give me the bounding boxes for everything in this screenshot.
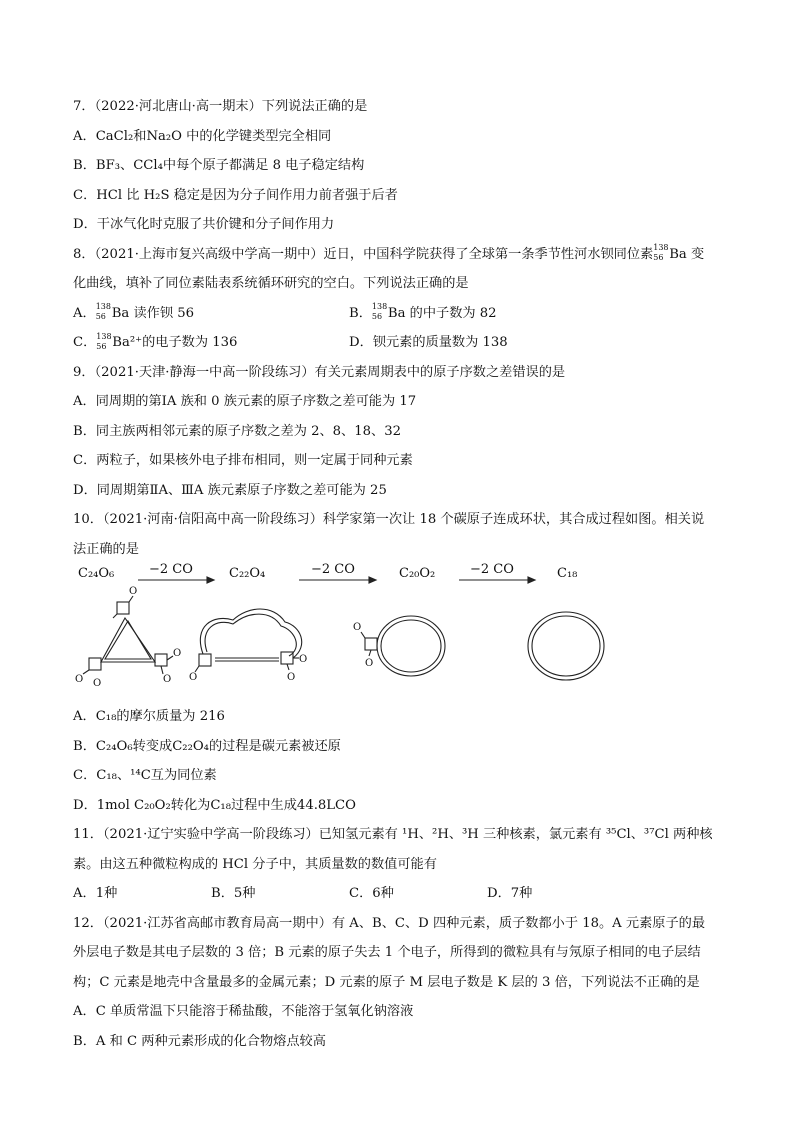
q12-option-b: B．A 和 C 两种元素形成的化合物熔点较高 xyxy=(73,1033,326,1049)
q11-option-b: B．5种 xyxy=(211,886,256,901)
o-label: O xyxy=(353,622,362,633)
isotope-symbol: Ba xyxy=(669,246,687,262)
option-prefix: A． xyxy=(73,305,96,321)
o-label: O xyxy=(75,674,84,685)
isotope-number: 56 xyxy=(96,341,107,351)
q9-option-a: A．同周期的第ⅠA 族和 0 族元素的原子序数之差可能为 17 xyxy=(73,394,417,409)
q10-stem-line2: 法正确的是 xyxy=(73,541,139,557)
isotope-number: 56 xyxy=(371,312,383,321)
o-label: O xyxy=(173,648,182,659)
q10-option-b: B．C₂₄O₆转变成C₂₂O₄的过程是碳元素被还原 xyxy=(73,738,341,754)
arrow-label-2: −2 CO xyxy=(311,562,355,577)
q12-option-a: A．C 单质常温下只能溶于稀盐酸，不能溶于氢氧化钠溶液 xyxy=(73,1004,414,1019)
c18-structure xyxy=(528,612,604,680)
option-prefix: C． xyxy=(73,335,97,350)
q10-stem-line1: 10．（2021·河南·信阳高中高一阶段练习）科学家第一次让 18 个碳原子连成环状，其合成过程如图。相关说 xyxy=(73,512,705,527)
q8-stem-line2: 化曲线，填补了同位素陆表系统循环研究的空白。下列说法正确的是 xyxy=(73,276,469,291)
arrow-head-1 xyxy=(207,577,214,583)
isotope-mass: 138 xyxy=(371,302,388,311)
c24o6-structure xyxy=(83,596,173,674)
reaction-scheme-svg xyxy=(73,566,733,698)
q12-stem-line2: 外层电子数是其电子层数的 3 倍；B 元素的原子失去 1 个电子，所得到的微粒具有与氖原子相同的电子层结 xyxy=(73,945,701,960)
option-prefix: B． xyxy=(349,305,372,321)
isotope-mass: 138 xyxy=(653,243,669,252)
isotope-number: 56 xyxy=(653,253,664,262)
q7-stem: 7．（2022·河北唐山·高一期末）下列说法正确的是 xyxy=(73,99,368,114)
c20o2-structure xyxy=(361,616,445,676)
formula-c18: C₁₈ xyxy=(557,566,578,581)
c18-synthesis-diagram xyxy=(73,562,733,698)
formula-c24o6: C₂₄O₆ xyxy=(78,566,115,581)
q8-options-row1 xyxy=(73,299,733,329)
o-label: O xyxy=(93,678,102,689)
isotope-mass: 138 xyxy=(96,331,112,341)
q11-option-c: C．6种 xyxy=(349,886,394,901)
o-label: O xyxy=(287,672,296,683)
q8-stem-text: 8．（2021·上海市复兴高级中学高一期中）近日，中国科学院获得了全球第一条季节性河水钡同位素 xyxy=(73,246,654,262)
q11-stem-line1: 11．（2021·辽宁实验中学高一阶段练习）已知氢元素有 ¹H、²H、³H 三种核素，氯元素有 ³⁵Cl、³⁷Cl 两种核 xyxy=(73,827,713,842)
q11-options xyxy=(73,879,733,909)
q12-stem-line3: 构；C 元素是地壳中含量最多的金属元素；D 元素的原子 M 层电子数是 K 层的 3 倍，下列说法不正确的是 xyxy=(73,974,700,990)
o-label: O xyxy=(163,674,172,685)
q8-isotope-notation xyxy=(653,244,669,264)
q10-option-d: D．1mol C₂₀O₂转化为C₁₈过程中生成44.8LCO xyxy=(73,797,356,813)
q8-stem-line1 xyxy=(73,240,733,270)
q8-stem-end: 变 xyxy=(691,246,705,262)
q9-option-c: C．两粒子，如果核外电子排布相同，则一定属于同种元素 xyxy=(73,453,413,468)
c22o4-structure xyxy=(195,609,302,672)
q7-option-c: C．HCl 比 H₂S 稳定是因为分子间作用力前者强于后者 xyxy=(73,187,398,203)
q7-option-a: A．CaCl₂和Na₂O 中的化学键类型完全相同 xyxy=(73,128,332,144)
o-label: O xyxy=(365,658,374,669)
q11-option-d: D．7种 xyxy=(487,886,533,901)
q8-option-d: D．钡元素的质量数为 138 xyxy=(349,335,508,350)
q8-c-isotope xyxy=(96,333,112,353)
q7-option-b: B．BF₃、CCl₄中每个原子都满足 8 电子稳定结构 xyxy=(73,158,365,173)
q11-stem-line2: 素。由这五种微粒构成的 HCl 分子中，其质量数的数值可能有 xyxy=(73,856,437,872)
q9-stem: 9．（2021·天津·静海一中高一阶段练习）有关元素周期表中的原子序数之差错误的是 xyxy=(73,364,566,380)
arrow-label-3: −2 CO xyxy=(470,562,514,577)
option-text: Ba²⁺的电子数为 136 xyxy=(112,335,238,350)
formula-c22o4: C₂₂O₄ xyxy=(229,566,266,581)
q10-option-c: C．C₁₈、¹⁴C互为同位素 xyxy=(73,768,217,783)
q9-option-b: B．同主族两相邻元素的原子序数之差为 2、8、18、32 xyxy=(73,423,401,439)
q8-options-row2 xyxy=(73,328,733,358)
arrow-head-2 xyxy=(369,577,376,583)
o-label: O xyxy=(299,654,308,665)
question-page xyxy=(73,92,733,1056)
o-label: O xyxy=(189,672,198,683)
option-text: Ba 的中子数为 82 xyxy=(387,305,497,321)
q8-option-b xyxy=(349,299,497,329)
q12-stem-line1: 12．（2021·江苏省高邮市教育局高一期中）有 A、B、C、D 四种元素，质子数都小于 18。A 元素原子的最 xyxy=(73,915,706,931)
option-text: Ba 读作钡 56 xyxy=(111,305,194,321)
q8-option-a xyxy=(73,299,349,329)
arrow-label-1: −2 CO xyxy=(149,562,193,577)
q9-option-d: D．同周期第ⅡA、ⅢA 族元素原子序数之差可能为 25 xyxy=(73,482,387,498)
o-label: O xyxy=(129,586,138,597)
q8-a-isotope xyxy=(96,303,112,323)
arrow-head-3 xyxy=(528,577,535,583)
q8-option-c xyxy=(73,328,349,358)
q11-option-a: A．1种 xyxy=(73,886,118,901)
isotope-number: 56 xyxy=(95,312,106,321)
q8-b-isotope xyxy=(372,303,388,323)
q10-option-a: A．C₁₈的摩尔质量为 216 xyxy=(73,709,225,724)
isotope-mass: 138 xyxy=(95,302,111,311)
q7-option-d: D．干冰气化时克服了共价键和分子间作用力 xyxy=(73,217,335,232)
formula-c20o2: C₂₀O₂ xyxy=(399,566,436,581)
